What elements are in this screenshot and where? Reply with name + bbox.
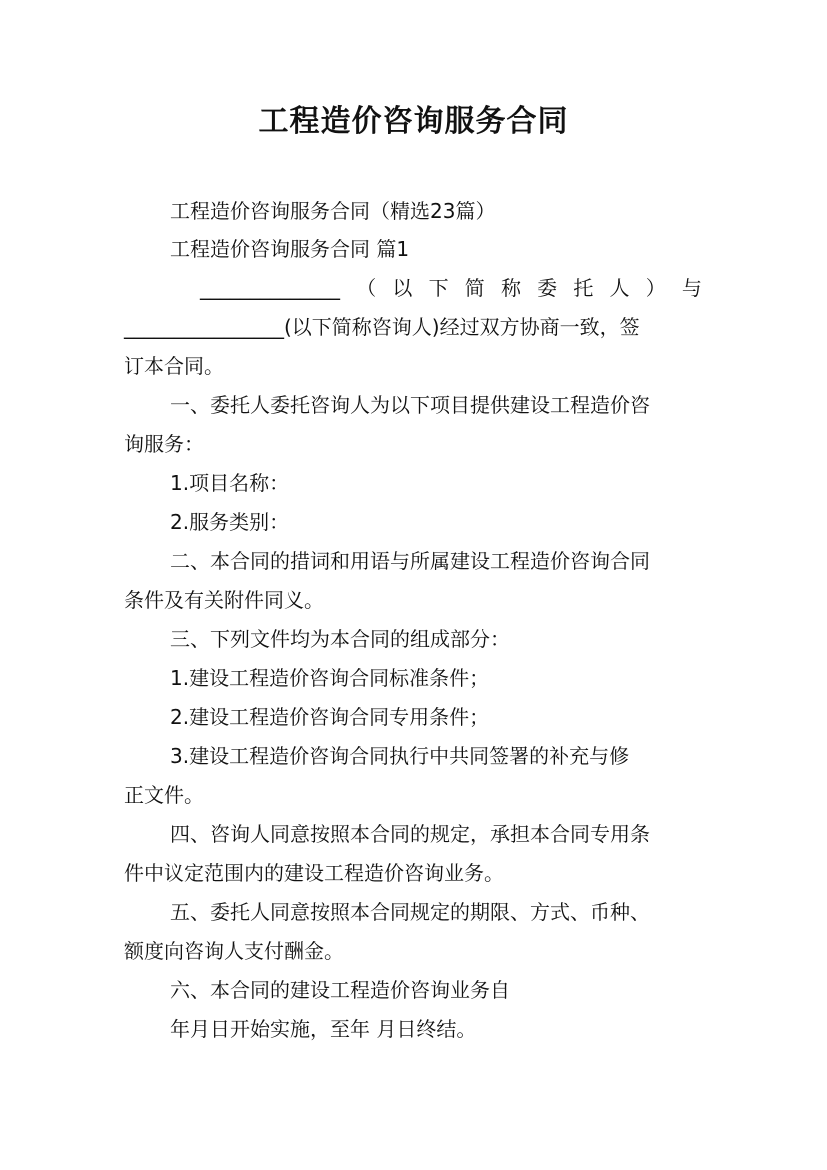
clause-1-line-1: 一、委托人委托咨询人为以下项目提供建设工程造价咨 [170, 393, 650, 417]
item-project-name: 1.项目名称： [170, 471, 290, 495]
clause-5-line-2: 额度向咨询人支付酬金。 [124, 939, 344, 963]
intro-char: （ [356, 276, 377, 300]
intro-char: 托 [573, 276, 594, 300]
intro-line-3: 订本合同。 [124, 354, 224, 378]
clause-1-line-2: 询服务： [124, 432, 204, 456]
doc-item-1: 1.建设工程造价咨询合同标准条件； [170, 666, 490, 690]
document-subtitle: 工程造价咨询服务合同（精选23篇） [170, 199, 496, 223]
doc-item-3-line-1: 3.建设工程造价咨询合同执行中共同签署的补充与修 [170, 744, 630, 768]
clause-4-line-2: 件中议定范围内的建设工程造价咨询业务。 [124, 861, 504, 885]
clause-2-line-1: 二、本合同的措词和用语与所属建设工程造价咨询合同 [170, 549, 650, 573]
doc-item-3-line-2: 正文件。 [124, 783, 204, 807]
intro-line-1 [200, 273, 702, 303]
intro-char: 委 [537, 276, 558, 300]
clause-3: 三、下列文件均为本合同的组成部分： [170, 627, 510, 651]
intro-line-2: ________________(以下简称咨询人)经过双方协商一致，签 [124, 315, 640, 339]
clause-6-line-2: 年月日开始实施，至年 月日终结。 [170, 1017, 477, 1041]
intro-char: ） [645, 276, 666, 300]
doc-item-2: 2.建设工程造价咨询合同专用条件； [170, 705, 490, 729]
intro-char: 下 [428, 276, 449, 300]
page-title: 工程造价咨询服务合同 [258, 104, 569, 139]
clause-2-line-2: 条件及有关附件同义。 [124, 588, 324, 612]
consignor-blank: ______________ [200, 276, 340, 300]
intro-char: 简 [464, 276, 485, 300]
intro-char: 称 [500, 276, 521, 300]
intro-char: 与 [681, 276, 702, 300]
intro-char: 以 [392, 276, 413, 300]
clause-6-line-1: 六、本合同的建设工程造价咨询业务自 [170, 978, 510, 1002]
section-heading: 工程造价咨询服务合同 篇1 [170, 237, 410, 261]
intro-char: 人 [609, 276, 630, 300]
clause-4-line-1: 四、咨询人同意按照本合同的规定，承担本合同专用条 [170, 822, 650, 846]
clause-5-line-1: 五、委托人同意按照本合同规定的期限、方式、币种、 [170, 900, 650, 924]
item-service-category: 2.服务类别： [170, 510, 290, 534]
